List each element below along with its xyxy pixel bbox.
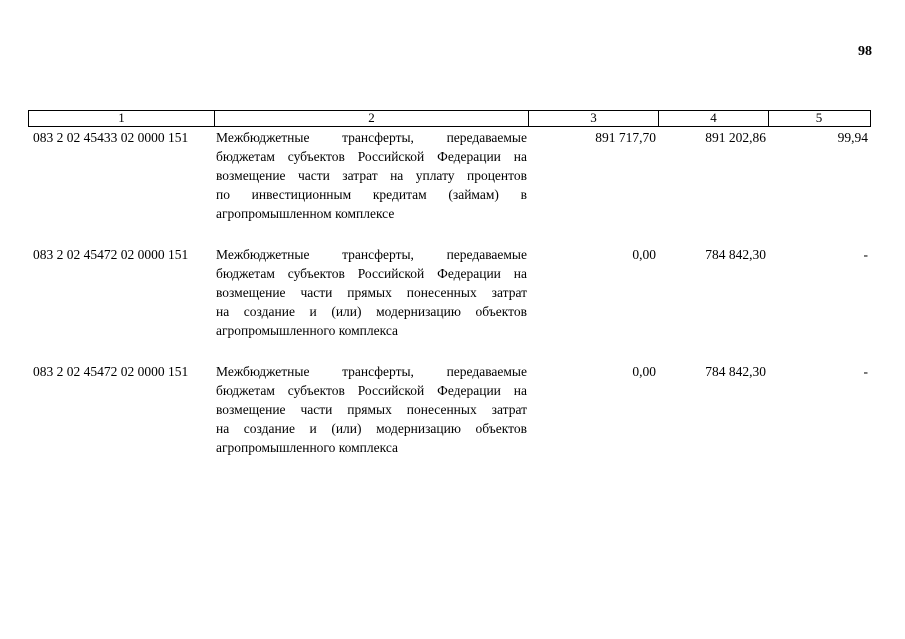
row-description (216, 245, 527, 340)
description-line: агропромышленном комплексе (216, 206, 395, 221)
value-col4: 784 842,30 (705, 247, 766, 262)
row-description (216, 362, 527, 457)
description-line: Межбюджетные трансферты, передаваемые (216, 247, 527, 262)
description-line: Межбюджетные трансферты, передаваемые (216, 364, 527, 379)
budget-code: 083 2 02 45472 02 0000 151 (33, 364, 189, 379)
row-description (216, 128, 527, 223)
description-line: по инвестиционным кредитам (займам) в (216, 187, 527, 202)
value-col4: 784 842,30 (705, 364, 766, 379)
description-line: агропромышленного комплекса (216, 323, 398, 338)
value-col5: - (863, 364, 868, 379)
column-header-4: 4 (659, 111, 769, 126)
column-header-2: 2 (215, 111, 529, 126)
description-line: бюджетам субъектов Российской Федерации на (216, 383, 527, 398)
description-line: на создание и (или) модернизацию объектов (216, 304, 527, 319)
description-line: агропромышленного комплекса (216, 440, 398, 455)
value-col4: 891 202,86 (705, 130, 766, 145)
value-col3: 891 717,70 (595, 130, 656, 145)
value-col3: 0,00 (632, 364, 656, 379)
description-line: возмещение части затрат на уплату процентов (216, 168, 527, 183)
description-line: на создание и (или) модернизацию объектов (216, 421, 527, 436)
budget-code: 083 2 02 45433 02 0000 151 (33, 130, 189, 145)
description-line: возмещение части прямых понесенных затрат (216, 285, 527, 300)
budget-code: 083 2 02 45472 02 0000 151 (33, 247, 189, 262)
table-header (28, 110, 871, 127)
description-line: бюджетам субъектов Российской Федерации на (216, 149, 527, 164)
description-line: Межбюджетные трансферты, передаваемые (216, 130, 527, 145)
column-header-3: 3 (529, 111, 659, 126)
description-line: бюджетам субъектов Российской Федерации на (216, 266, 527, 281)
value-col5: - (863, 247, 868, 262)
value-col5: 99,94 (837, 130, 868, 145)
description-line: возмещение части прямых понесенных затрат (216, 402, 527, 417)
column-header-5: 5 (815, 110, 823, 125)
page-number: 98 (858, 44, 872, 59)
column-header-1: 1 (29, 111, 215, 126)
value-col3: 0,00 (632, 247, 656, 262)
